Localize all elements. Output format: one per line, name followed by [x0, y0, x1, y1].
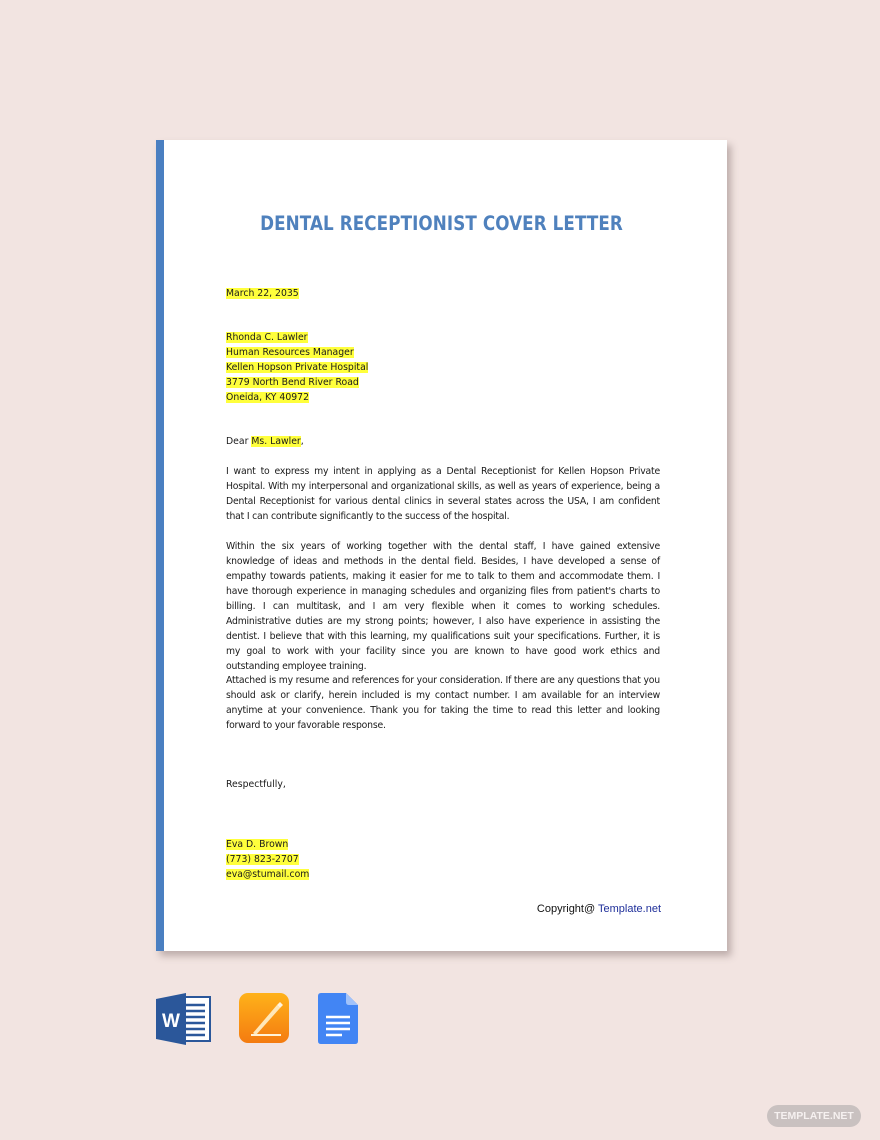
recipient-name: Rhonda C. Lawler	[226, 332, 308, 343]
sender-phone: (773) 823-2707	[226, 854, 299, 865]
recipient-position: Human Resources Manager	[226, 347, 354, 358]
watermark-badge: TEMPLATE.NET	[767, 1105, 861, 1127]
letter-page	[156, 140, 727, 951]
accent-bar	[156, 140, 164, 951]
salutation: Dear Ms. Lawler,	[226, 436, 304, 447]
sender-name: Eva D. Brown	[226, 839, 289, 850]
letter-date: March 22, 2035	[226, 288, 299, 299]
paragraph-2: Within the six years of working together with the dental staff, I have gained extensive knowledge of ideas and methods in the dental field. Besides, I have developed a sense of empathy towards patients, making it easier for me to talk to them and accommodate them. I have thorough experience in managing schedules and organizing files from patient's charts to billing. I can multitask, and I am very flexible when it comes to working schedules. Administrative duties are my strong points; however, I also have experience in assisting the dentist. I believe that with this learning, my qualifications suit your specifications. Further, it is my goal to work with your facility since you are known to have good work ethics and outstanding employee training.	[226, 541, 660, 672]
recipient-address	[226, 330, 660, 405]
google-docs-icon[interactable]	[318, 993, 360, 1050]
word-icon[interactable]	[156, 993, 212, 1050]
svg-text:W: W	[162, 1011, 180, 1032]
template-link[interactable]: Template.net	[598, 903, 661, 915]
sender-signature	[226, 837, 660, 882]
document-title: DENTAL RECEPTIONIST COVER LETTER	[260, 212, 623, 235]
recipient-company: Kellen Hopson Private Hospital	[226, 362, 369, 373]
sender-email: eva@stumail.com	[226, 869, 310, 880]
recipient-street: 3779 North Bend River Road	[226, 377, 359, 388]
closing: Respectfully,	[226, 779, 286, 790]
salutation-name: Ms. Lawler	[251, 436, 301, 447]
paragraph-3: Attached is my resume and references for your consideration. If there are any questions that you should ask or clarify, herein included is my contact number. I am available for an interview anytime at your convenience. Thank you for taking the time to read this letter and looking forward to your favorable response.	[226, 675, 660, 731]
pages-icon[interactable]	[239, 993, 291, 1050]
paragraph-1: I want to express my intent in applying as a Dental Receptionist for Kellen Hopson Private Hospital. With my interpersonal and organizational skills, as well as years of experience, being a Dental Receptionist for various dental clinics in several states across the USA, I am confident that I can contribute significantly to the success of the hospital.	[226, 466, 660, 522]
copyright-notice: Copyright@ Template.net	[536, 903, 661, 915]
recipient-city: Oneida, KY 40972	[226, 392, 309, 403]
